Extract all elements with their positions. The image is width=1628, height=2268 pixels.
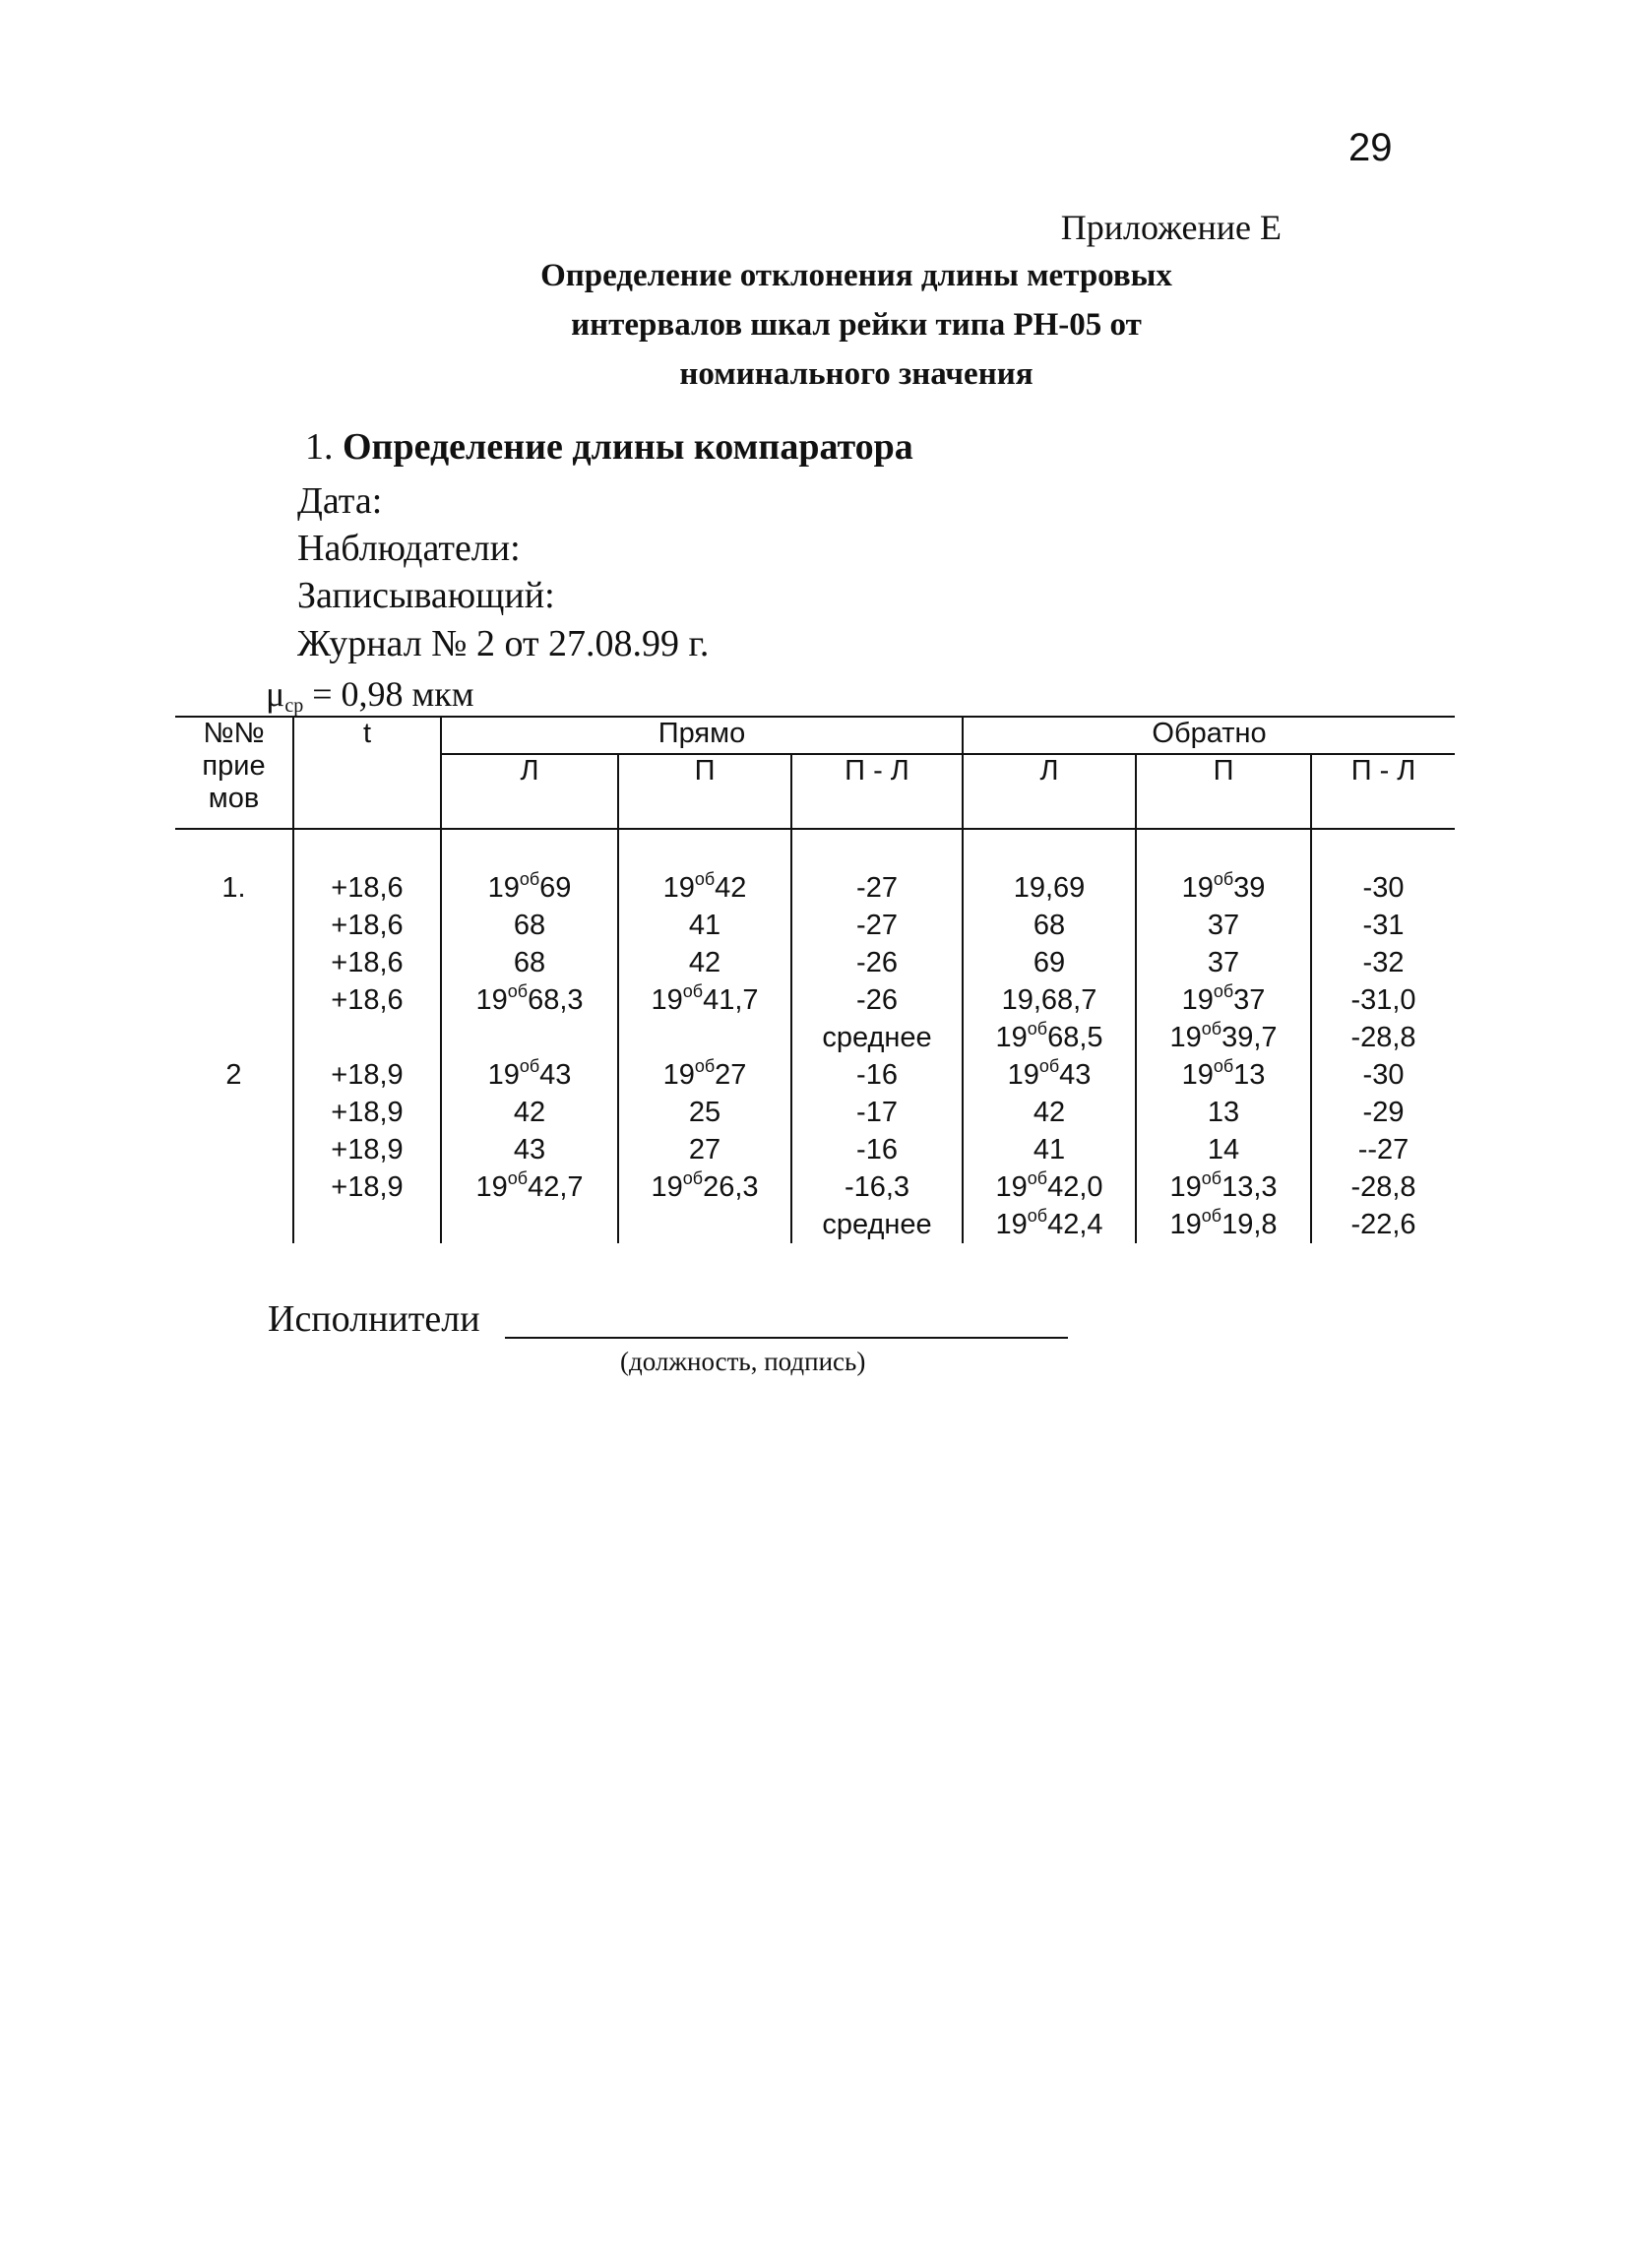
cell-t: +18,9 xyxy=(293,1131,441,1168)
cell-direct-l: 68 xyxy=(441,907,618,944)
cell-reverse-p: 37 xyxy=(1136,907,1311,944)
table-row xyxy=(175,907,1455,944)
mu-symbol: μ xyxy=(266,674,285,714)
cell-direct-pl: -27 xyxy=(791,869,963,907)
cell-reverse-l: 41 xyxy=(963,1131,1136,1168)
executors-label: Исполнители xyxy=(268,1298,480,1340)
header-reverse-l: Л xyxy=(963,754,1136,829)
measurement-table xyxy=(175,716,1455,1247)
cell-reverse-pl: -28,8 xyxy=(1311,1168,1455,1206)
cell-direct-p xyxy=(618,1206,791,1243)
title-line-1: Определение отклонения длины метровых xyxy=(540,258,1172,293)
table-row xyxy=(175,869,1455,907)
observers-label: Наблюдатели: xyxy=(297,528,521,569)
cell-reverse-pl: -22,6 xyxy=(1311,1206,1455,1243)
header-num-line-2: прие xyxy=(202,750,266,782)
cell-reverse-p: 13 xyxy=(1136,1094,1311,1131)
cell-reverse-p: $19^{об}13,3$ xyxy=(1136,1168,1311,1206)
cell-reverse-p: $19^{об}39$ xyxy=(1136,869,1311,907)
table-row xyxy=(175,944,1455,981)
signature-line xyxy=(505,1337,1068,1339)
cell-direct-p: 25 xyxy=(618,1094,791,1131)
cell-num xyxy=(175,981,293,1019)
header-direct-l: Л xyxy=(441,754,618,829)
cell-t xyxy=(293,1019,441,1056)
cell-direct-l: $19^{об}43$ xyxy=(441,1056,618,1094)
table-row xyxy=(175,1019,1455,1056)
header-num-line-3: мов xyxy=(208,783,260,814)
cell-direct-pl: -26 xyxy=(791,981,963,1019)
cell-reverse-l: 19,68,7 xyxy=(963,981,1136,1019)
cell-direct-p: 27 xyxy=(618,1131,791,1168)
cell-direct-pl: среднее xyxy=(791,1019,963,1056)
table-body xyxy=(175,829,1455,1243)
cell-reverse-pl: --27 xyxy=(1311,1131,1455,1168)
cell-t: +18,6 xyxy=(293,981,441,1019)
journal-label: Журнал № 2 от 27.08.99 г. xyxy=(297,623,710,664)
header-num-line-1: №№ xyxy=(203,718,265,749)
cell-reverse-p: $19^{об}37$ xyxy=(1136,981,1311,1019)
page-number: 29 xyxy=(1348,126,1393,169)
header-direct-pl: П - Л xyxy=(791,754,963,829)
cell-direct-p: $19^{об}27$ xyxy=(618,1056,791,1094)
cell-reverse-pl: -30 xyxy=(1311,869,1455,907)
table-row xyxy=(175,981,1455,1019)
cell-direct-p xyxy=(618,1019,791,1056)
cell-reverse-l: $19^{об}42,0$ xyxy=(963,1168,1136,1206)
header-direct: Прямо xyxy=(441,717,963,754)
cell-t: +18,6 xyxy=(293,907,441,944)
cell-t: +18,9 xyxy=(293,1056,441,1094)
cell-reverse-p: $19^{об}19,8$ xyxy=(1136,1206,1311,1243)
cell-num xyxy=(175,944,293,981)
table-row xyxy=(175,1206,1455,1243)
cell-num xyxy=(175,1094,293,1131)
cell-direct-l: $19^{об}69$ xyxy=(441,869,618,907)
cell-direct-l: $19^{об}42,7$ xyxy=(441,1168,618,1206)
cell-direct-pl: -16 xyxy=(791,1131,963,1168)
signature-caption: (должность, подпись) xyxy=(620,1347,866,1376)
cell-num xyxy=(175,1131,293,1168)
cell-reverse-pl: -28,8 xyxy=(1311,1019,1455,1056)
cell-direct-p: 42 xyxy=(618,944,791,981)
cell-reverse-l: 42 xyxy=(963,1094,1136,1131)
section-heading xyxy=(305,425,913,469)
table-row xyxy=(175,1056,1455,1094)
cell-reverse-l: 68 xyxy=(963,907,1136,944)
cell-num xyxy=(175,1206,293,1243)
cell-num: 2 xyxy=(225,1059,242,1091)
table-row xyxy=(175,1131,1455,1168)
table-row xyxy=(175,1168,1455,1206)
cell-num: 1. xyxy=(221,872,246,904)
cell-direct-p: $19^{об}41,7$ xyxy=(618,981,791,1019)
cell-reverse-p: 14 xyxy=(1136,1131,1311,1168)
title-line-2: интервалов шкал рейки типа РН-05 от xyxy=(571,307,1142,343)
cell-direct-p: $19^{об}26,3$ xyxy=(618,1168,791,1206)
cell-direct-pl: -17 xyxy=(791,1094,963,1131)
section-number: 1. xyxy=(305,426,334,468)
cell-direct-l: $19^{об}68,3$ xyxy=(441,981,618,1019)
cell-reverse-p: $19^{об}13$ xyxy=(1136,1056,1311,1094)
cell-direct-l xyxy=(441,1206,618,1243)
cell-direct-pl: -16,3 xyxy=(791,1168,963,1206)
header-reverse-p: П xyxy=(1136,754,1311,829)
cell-direct-l xyxy=(441,1019,618,1056)
cell-num xyxy=(175,1168,293,1206)
cell-direct-p: $19^{об}42$ xyxy=(618,869,791,907)
title-line-3: номинального значения xyxy=(679,356,1033,392)
mu-average xyxy=(266,673,474,718)
recorder-label: Записывающий: xyxy=(297,575,555,616)
cell-reverse-l: 69 xyxy=(963,944,1136,981)
cell-t: +18,6 xyxy=(293,869,441,907)
cell-reverse-l: $19^{об}42,4$ xyxy=(963,1206,1136,1243)
header-t: t xyxy=(293,717,441,829)
cell-direct-pl: -27 xyxy=(791,907,963,944)
mu-value: = 0,98 мкм xyxy=(303,674,474,714)
cell-direct-l: 42 xyxy=(441,1094,618,1131)
cell-direct-pl: -26 xyxy=(791,944,963,981)
appendix-label: Приложение Е xyxy=(1060,208,1282,247)
header-direct-p: П xyxy=(618,754,791,829)
cell-direct-l: 68 xyxy=(441,944,618,981)
cell-t xyxy=(293,1206,441,1243)
table-spacer-row xyxy=(175,829,1455,869)
table-row xyxy=(175,1094,1455,1131)
cell-t: +18,9 xyxy=(293,1168,441,1206)
mu-subscript: ср xyxy=(284,695,304,717)
header-reverse-pl: П - Л xyxy=(1311,754,1455,829)
cell-direct-p: 41 xyxy=(618,907,791,944)
cell-reverse-pl: -32 xyxy=(1311,944,1455,981)
cell-num xyxy=(175,907,293,944)
cell-t: +18,9 xyxy=(293,1094,441,1131)
cell-direct-pl: -16 xyxy=(791,1056,963,1094)
section-title: Определение длины компаратора xyxy=(343,426,913,468)
header-reverse: Обратно xyxy=(963,717,1455,754)
header-num xyxy=(175,717,293,829)
cell-direct-l: 43 xyxy=(441,1131,618,1168)
cell-reverse-l: 19,69 xyxy=(963,869,1136,907)
cell-num xyxy=(175,1019,293,1056)
cell-reverse-pl: -31,0 xyxy=(1311,981,1455,1019)
cell-reverse-pl: -31 xyxy=(1311,907,1455,944)
cell-reverse-p: 37 xyxy=(1136,944,1311,981)
cell-reverse-pl: -29 xyxy=(1311,1094,1455,1131)
cell-t: +18,6 xyxy=(293,944,441,981)
cell-reverse-l: $19^{об}68,5$ xyxy=(963,1019,1136,1056)
date-label: Дата: xyxy=(297,480,383,522)
cell-reverse-p: $19^{об}39,7$ xyxy=(1136,1019,1311,1056)
cell-direct-pl: среднее xyxy=(791,1206,963,1243)
cell-reverse-l: $19^{об}43$ xyxy=(963,1056,1136,1094)
cell-reverse-pl: -30 xyxy=(1311,1056,1455,1094)
